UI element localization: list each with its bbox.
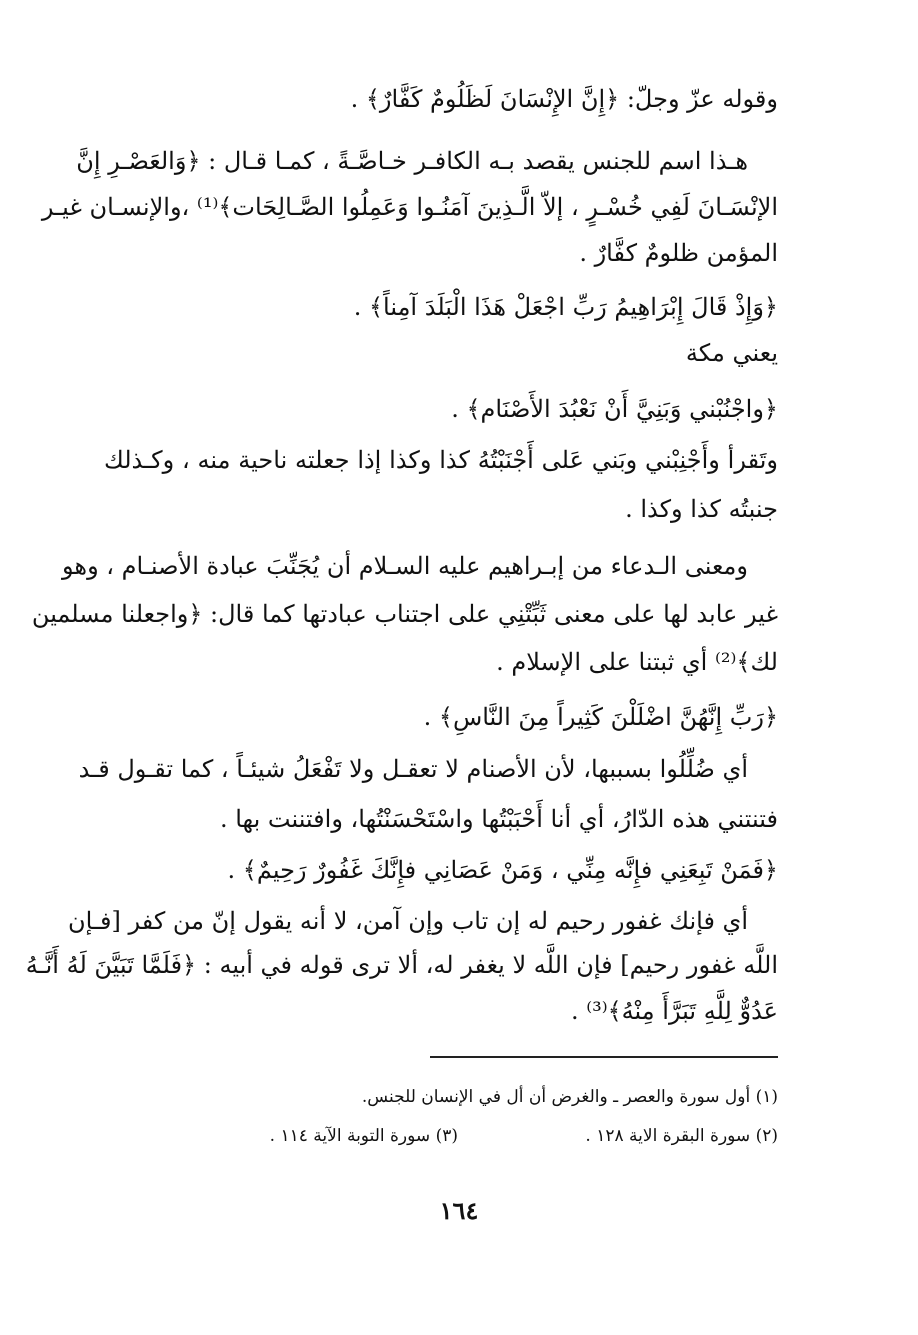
body-line-12: فتنتني هذه الدّارُ، أي أنا أَحْبَبْتُها واسْتَحْسَنْتُها، وافتننت بها . (219, 805, 778, 833)
verse-line-3: ﴿رَبِّ إِنَّهُنَّ اضْلَلْنَ كَثِيراً مِنَ النَّاسِ﴾ . (423, 703, 778, 731)
body-line-8: ومعنى الـدعاء من إبـراهيم عليه السـلام أن يُجَنِّبَ عبادة الأصنـام ، وهو (62, 552, 748, 580)
body-line-7: جنبتُه كذا وكذا . (625, 495, 778, 523)
body-line-15: عَدُوٌّ لِلَّهِ تَبَرَّأَ مِنْهُ﴾⁽³⁾ . (570, 997, 778, 1025)
body-line-11: أي ضُلِّلُوا بسببها، لأن الأصنام لا تعقـل ولا تَفْعَلُ شيئـاً ، كما تقـول قـد (78, 755, 748, 783)
verse-line-1: ﴿وَإِذْ قَالَ إِبْرَاهِيمُ رَبِّ اجْعَلْ هَذَا الْبَلَدَ آمِناً﴾ . (353, 293, 778, 321)
verse-line-4: ﴿فَمَنْ تَبِعَنِي فإِنَّه مِنِّي ، وَمَنْ عَصَانِي فإِنَّكَ غَفُورٌ رَحِيمٌ﴾ . (227, 856, 778, 884)
verse-line-2: ﴿واجْنُبْني وَبَنِيَّ أَنْ نَعْبُدَ الأَصْنَام﴾ . (451, 395, 778, 423)
footnote-2: (٢) سورة البقرة الاية ١٢٨ . (585, 1126, 778, 1146)
body-line-10: لك﴾⁽²⁾ أي ثبتنا على الإسلام . (496, 648, 778, 676)
body-line-6: وتَقرأ وأَجْنِبْني وبَني عَلى أَجْنَبْتُهُ كذا وكذا إذا جعلته ناحية منه ، وكـذلك (104, 446, 778, 474)
body-line-9: غير عابد لها على معنى ثَبِّتْنِي على اجتناب عبادتها كما قال: ﴿واجعلنا مسلمين (31, 600, 778, 628)
body-line-1: وقوله عزّ وجلّ: ﴿إِنَّ الإِنْسَانَ لَظَلُومٌ كَفَّارٌ﴾ . (350, 85, 778, 113)
body-line-5: يعني مكة (685, 339, 778, 367)
footnote-3: (٣) سورة التوبة الآية ١١٤ . (269, 1126, 458, 1146)
page-number: ١٦٤ (439, 1196, 479, 1225)
footnote-1: (١) أول سورة والعصر ـ والغرض أن أل في الإنسان للجنس. (361, 1087, 778, 1107)
footnote-divider (430, 1056, 778, 1058)
body-line-2: هـذا اسم للجنس يقصد بـه الكافـر خـاصَّـةً ، كمـا قـال : ﴿وَالعَصْـرِ إِنَّ (76, 147, 748, 175)
body-line-13: أي فإنك غفور رحيم له إن تاب وإن آمن، لا أنه يقول إنّ من كفر [فـإن (68, 907, 748, 935)
body-line-3: الإنْسَـانَ لَفِي خُسْـرٍ ، إلاّ الَّـذِينَ آمَنُـوا وَعَمِلُوا الصَّـالِحَات﴾⁽¹⁾ ،والإنسـان غيـر (41, 193, 778, 221)
body-line-4: المؤمن ظلومٌ كفَّارٌ . (579, 239, 778, 267)
body-line-14: اللَّه غفور رحيم] فإن اللَّه لا يغفر له، ألا ترى قوله في أبيه : ﴿فَلَمَّا تَبَيَّنَ لَهُ أَنَّـهُ (25, 951, 778, 979)
